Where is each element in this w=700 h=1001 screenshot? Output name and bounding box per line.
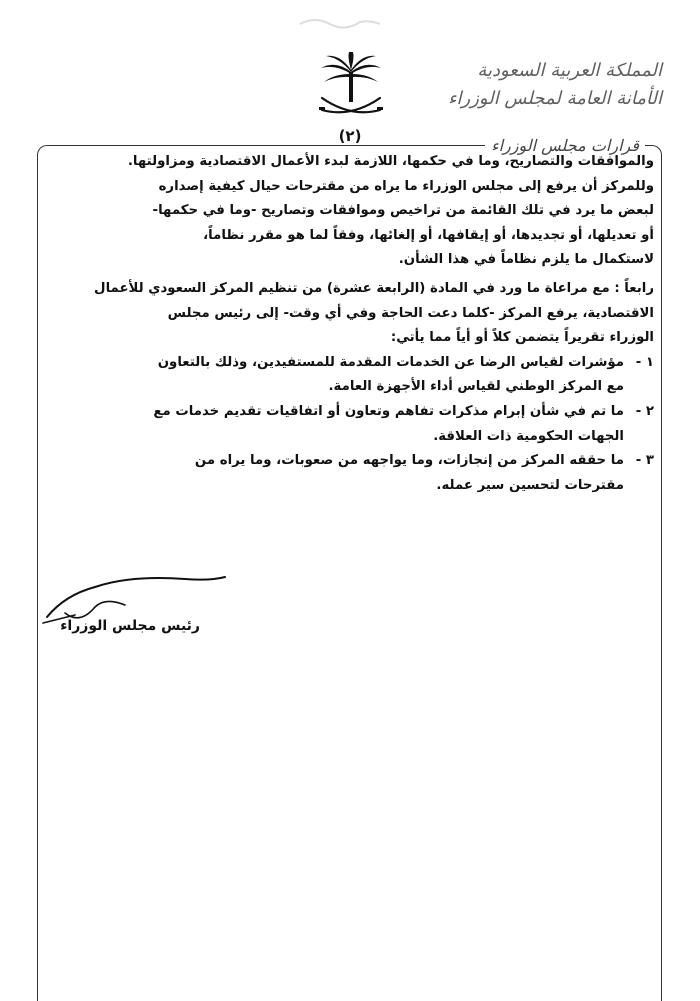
decision-body bbox=[50, 150, 654, 498]
list-item-line: الجهات الحكومية ذات العلاقة. bbox=[433, 428, 624, 444]
kingdom-name: المملكة العربية السعودية bbox=[477, 60, 662, 81]
clause-fourth-label: رابعاً : bbox=[614, 280, 654, 296]
list-item-line: مؤشرات لقياس الرضا عن الخدمات المقدمة للمستفيدين، وذلك بالتعاون bbox=[157, 354, 624, 370]
list-item-number: ١ - bbox=[635, 354, 654, 370]
clause-fourth bbox=[50, 277, 654, 351]
body-line: أو تعديلها، أو تجديدها، أو إيقافها، أو إلغائها، وفقاً لما هو مقرر نظاماً، bbox=[203, 227, 654, 243]
body-line: وللمركز أن يرفع إلى مجلس الوزراء ما يراه من مقترحات حيال كيفية إصداره bbox=[158, 178, 654, 194]
page-number: (٢) bbox=[338, 127, 362, 145]
secretariat-name: الأمانة العامة لمجلس الوزراء bbox=[448, 88, 662, 109]
signer-title: رئيس مجلس الوزراء bbox=[60, 618, 200, 634]
list-item-number: ٣ - bbox=[635, 453, 654, 469]
saudi-emblem-icon bbox=[316, 52, 386, 122]
clause-fourth-line bbox=[50, 277, 654, 302]
list-item-line: ما حققه المركز من إنجازات، وما يواجهه من صعوبات، وما يراه من bbox=[194, 453, 624, 469]
letterhead bbox=[448, 60, 662, 110]
list-item-text bbox=[50, 449, 624, 498]
faint-stamp-mark bbox=[295, 12, 385, 32]
list-item-text bbox=[50, 351, 624, 400]
list-item bbox=[50, 449, 654, 498]
clause-fourth-line: الوزراء تقريراً يتضمن كلاً أو أياً مما يأتي: bbox=[390, 330, 654, 346]
list-item-number: ٢ - bbox=[635, 403, 654, 419]
body-line: والموافقات والتصاريح، وما في حكمها، اللازمة لبدء الأعمال الاقتصادية ومزاولتها. bbox=[127, 154, 654, 169]
list-item bbox=[50, 351, 654, 400]
list-item-line: مع المركز الوطني لقياس أداء الأجهزة العامة. bbox=[328, 379, 624, 395]
body-line: لاستكمال ما يلزم نظاماً في هذا الشأن. bbox=[398, 252, 654, 268]
clause-fourth-text: مع مراعاة ما ورد في المادة (الرابعة عشرة) من تنظيم المركز السعودي للأعمال bbox=[94, 280, 610, 296]
frame-label: قرارات مجلس الوزراء bbox=[485, 136, 645, 155]
body-line: لبعض ما يرد في تلك القائمة من تراخيص وموافقات وتصاريح -وما في حكمها- bbox=[152, 203, 654, 219]
list-item-text bbox=[50, 400, 624, 449]
list-item-line: مقترحات لتحسين سير عمله. bbox=[436, 477, 624, 493]
clause-fourth-line: الاقتصادية، يرفع المركز -كلما دعت الحاجة وفي أي وقت- إلى رئيس مجلس bbox=[167, 305, 654, 321]
list-item bbox=[50, 400, 654, 449]
list-item-line: ما تم في شأن إبرام مذكرات تفاهم وتعاون أو اتفاقيات تقديم خدمات مع bbox=[153, 403, 624, 419]
